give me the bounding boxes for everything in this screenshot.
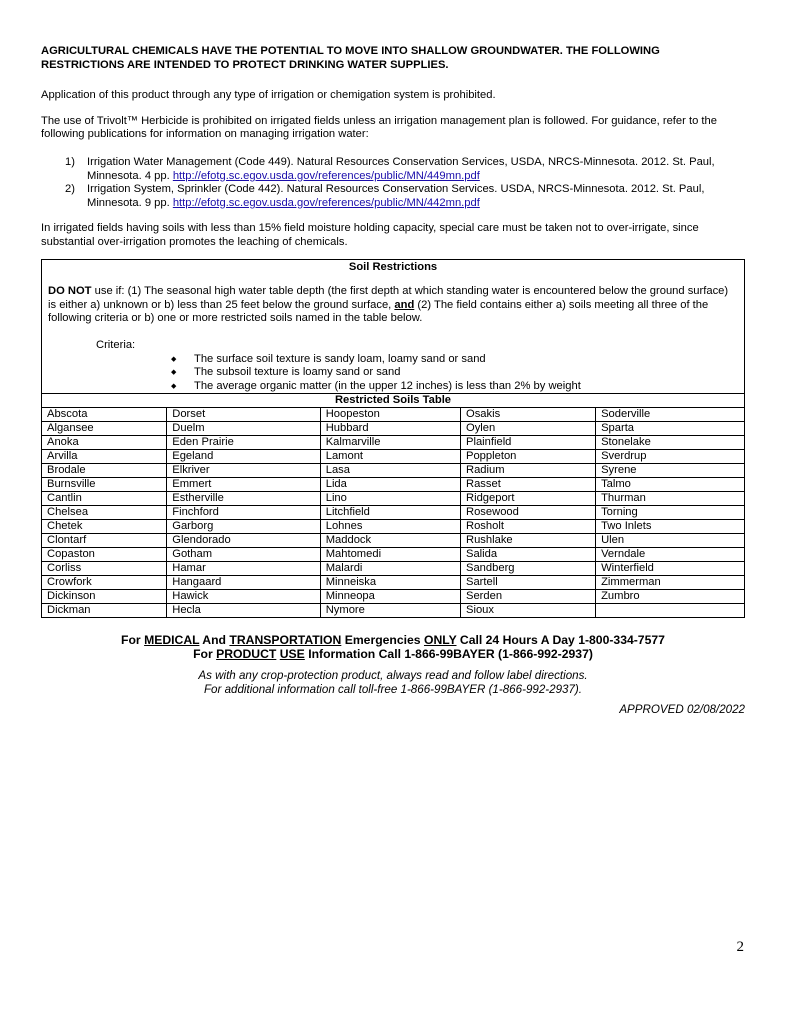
soil-cell: Abscota [42, 408, 167, 422]
criteria-item: ◆ The subsoil texture is loamy sand or sand [171, 366, 738, 380]
soil-cell: Sartell [461, 576, 596, 590]
do-not-label: DO NOT [48, 285, 92, 298]
page-number: 2 [736, 939, 744, 955]
emergency-text: TRANSPORTATION [229, 633, 342, 648]
soil-cell: Radium [461, 464, 596, 478]
soil-cell: Salida [461, 548, 596, 562]
soil-cell: Dickman [42, 604, 167, 618]
approval-stamp: APPROVED 02/08/2022 [619, 703, 745, 717]
soil-cell: Zimmerman [596, 576, 744, 590]
restricted-soils-table-title: Restricted Soils Table [334, 394, 452, 407]
product-info-text: For [193, 647, 217, 662]
soil-cell: Plainfield [461, 436, 596, 450]
emergency-line [41, 633, 745, 647]
soil-cell: Eden Prairie [167, 436, 320, 450]
table-row [42, 590, 744, 604]
soil-cell: Lamont [320, 450, 460, 464]
table-row [42, 562, 744, 576]
table-row [42, 506, 744, 520]
reference-number: 2) [65, 183, 75, 196]
reference-link[interactable]: http://efotg.sc.egov.usda.gov/references/public/MN/449mn.pdf [172, 169, 480, 182]
soil-cell: Burnsville [42, 478, 167, 492]
soil-cell: Crowfork [42, 576, 167, 590]
soil-cell: Hecla [167, 604, 320, 618]
table-row [42, 450, 744, 464]
soil-cell: Duelm [167, 422, 320, 436]
soil-restrictions-body [42, 274, 744, 393]
soil-restrictions-box [41, 259, 745, 619]
soil-cell: Rushlake [461, 534, 596, 548]
soil-cell: Glendorado [167, 534, 320, 548]
table-row [42, 478, 744, 492]
soil-cell: Sandberg [461, 562, 596, 576]
soil-cell: Hawick [167, 590, 320, 604]
restricted-soils-table-body [42, 408, 744, 618]
table-row [42, 548, 744, 562]
reference-item [41, 156, 745, 183]
irrigation-prohibited-paragraph: Application of this product through any type of irrigation or chemigation system is prohibited. [41, 89, 496, 102]
soil-cell: Malardi [320, 562, 460, 576]
soil-cell: Poppleton [461, 450, 596, 464]
table-row [42, 436, 744, 450]
soil-cell: Hamar [167, 562, 320, 576]
soil-cell: Thurman [596, 492, 744, 506]
soil-cell: Osakis [461, 408, 596, 422]
soil-cell: Zumbro [596, 590, 744, 604]
soil-cell: Corliss [42, 562, 167, 576]
soil-cell: Rosholt [461, 520, 596, 534]
product-info-text: USE [279, 647, 305, 662]
soil-cell: Clontarf [42, 534, 167, 548]
soil-cell: Garborg [167, 520, 320, 534]
soil-cell: Chetek [42, 520, 167, 534]
reference-number: 1) [65, 155, 75, 168]
soil-cell: Rosewood [461, 506, 596, 520]
soil-cell: Hangaard [167, 576, 320, 590]
soil-cell: Gotham [167, 548, 320, 562]
soil-cell: Sioux [461, 604, 596, 618]
soil-cell: Verndale [596, 548, 744, 562]
soil-cell: Two Inlets [596, 520, 744, 534]
emergency-contact [41, 633, 745, 661]
soil-cell: Stonelake [596, 436, 744, 450]
soil-cell: Lasa [320, 464, 460, 478]
restriction-text-a: use if: (1) The seasonal high water table depth (the first depth at which standing water is encountered below the ground surface) is either a) unknown or b) less than 25 feet below the ground surface, [48, 285, 729, 311]
emergency-text: Call 24 Hours A Day 1-800-334-7577 [456, 633, 665, 648]
table-row [42, 576, 744, 590]
restriction-text-b: (2) The field contains either a) soils meeting all three of the following criteria or b) one or more restricted soils named in the table below. [48, 298, 709, 325]
soil-cell: Ridgeport [461, 492, 596, 506]
soil-cell: Mahtomedi [320, 548, 460, 562]
soil-cell: Sparta [596, 422, 744, 436]
soil-cell: Hubbard [320, 422, 460, 436]
note-line: For additional information call toll-free 1-866-99BAYER (1-866-992-2937). [203, 683, 583, 697]
soil-cell: Oylen [461, 422, 596, 436]
soil-cell: Lino [320, 492, 460, 506]
groundwater-warning: AGRICULTURAL CHEMICALS HAVE THE POTENTIAL TO MOVE INTO SHALLOW GROUNDWATER. THE FOLLOWING RESTRICTIONS ARE INTENDED TO PROTECT DRINKING WATER SUPPLIES. [41, 45, 660, 71]
soil-cell: Soderville [596, 408, 744, 422]
soil-cell: Torning [596, 506, 744, 520]
soil-cell [596, 604, 744, 618]
soil-cell: Arvilla [42, 450, 167, 464]
soil-cell: Talmo [596, 478, 744, 492]
table-row [42, 408, 744, 422]
soil-cell: Syrene [596, 464, 744, 478]
soil-restrictions-text [48, 285, 738, 326]
soil-cell: Dickinson [42, 590, 167, 604]
soil-cell: Nymore [320, 604, 460, 618]
emergency-text: ONLY [423, 633, 457, 648]
soil-cell: Serden [461, 590, 596, 604]
table-row [42, 422, 744, 436]
label-page [41, 45, 745, 717]
soil-cell: Minneiska [320, 576, 460, 590]
soil-cell: Maddock [320, 534, 460, 548]
criteria-item: ◆ The average organic matter (in the upper 12 inches) is less than 2% by weight [171, 380, 738, 394]
restricted-soils-table [42, 393, 744, 617]
soil-cell: Cantlin [42, 492, 167, 506]
soil-cell: Winterfield [596, 562, 744, 576]
emergency-text: And [199, 633, 230, 648]
soil-cell: Brodale [42, 464, 167, 478]
over-irrigation-paragraph: In irrigated fields having soils with less than 15% field moisture holding capacity, special care must be taken not to over-irrigate, since substantial over-irrigation promotes the leaching of chemicals. [41, 222, 699, 248]
soil-cell: Kalmarville [320, 436, 460, 450]
table-row [42, 520, 744, 534]
and-label: and [394, 298, 415, 311]
soil-cell: Lida [320, 478, 460, 492]
soil-cell: Sverdrup [596, 450, 744, 464]
irrigation-management-paragraph: The use of Trivolt™ Herbicide is prohibited on irrigated fields unless an irrigation management plan is followed. For guidance, refer to the following publications for information on managing irrigation water: [41, 114, 717, 141]
soil-cell: Chelsea [42, 506, 167, 520]
criteria-item: ◆ The surface soil texture is sandy loam, loamy sand or sand [171, 353, 738, 367]
note-line: As with any crop-protection product, always read and follow label directions. [198, 669, 588, 683]
soil-cell: Algansee [42, 422, 167, 436]
reference-text: Irrigation System, Sprinkler (Code 442). Natural Resources Conservation Services. USDA, NRCS-Minnesota. 2012. St. Paul, Minnesota. 9 pp. [87, 183, 705, 209]
soil-restrictions-title: Soil Restrictions [348, 260, 438, 273]
reference-text: Irrigation Water Management (Code 449). Natural Resources Conservation Services, USDA, NRCS-Minnesota. 2012. St. Paul, Minnesota. 4 pp. [87, 155, 715, 182]
soil-cell: Egeland [167, 450, 320, 464]
table-row [42, 604, 744, 618]
table-row [42, 492, 744, 506]
emergency-text: For [121, 633, 145, 648]
table-row [42, 464, 744, 478]
soil-cell: Minneopa [320, 590, 460, 604]
product-info-text: Information Call 1-866-99BAYER (1-866-992-2937) [304, 647, 593, 662]
soil-cell: Copaston [42, 548, 167, 562]
product-info-line [41, 647, 745, 661]
soil-cell: Anoka [42, 436, 167, 450]
soil-cell: Emmert [167, 478, 320, 492]
soil-cell: Dorset [167, 408, 320, 422]
label-directions-note [41, 669, 745, 697]
soil-cell: Hoopeston [320, 408, 460, 422]
criteria-label: Criteria: [96, 338, 136, 351]
soil-cell: Litchfield [320, 506, 460, 520]
emergency-text: Emergencies [341, 633, 424, 648]
reference-item [41, 183, 745, 210]
soil-cell: Lohnes [320, 520, 460, 534]
soil-cell: Rasset [461, 478, 596, 492]
reference-link[interactable]: http://efotg.sc.egov.usda.gov/references/public/MN/442mn.pdf [172, 196, 480, 209]
soil-cell: Ulen [596, 534, 744, 548]
soil-cell: Elkriver [167, 464, 320, 478]
reference-list [41, 156, 745, 210]
soil-cell: Finchford [167, 506, 320, 520]
table-row [42, 534, 744, 548]
emergency-text: MEDICAL [144, 633, 200, 648]
product-info-text: PRODUCT [216, 647, 277, 662]
criteria-list [48, 353, 738, 394]
soil-cell: Estherville [167, 492, 320, 506]
